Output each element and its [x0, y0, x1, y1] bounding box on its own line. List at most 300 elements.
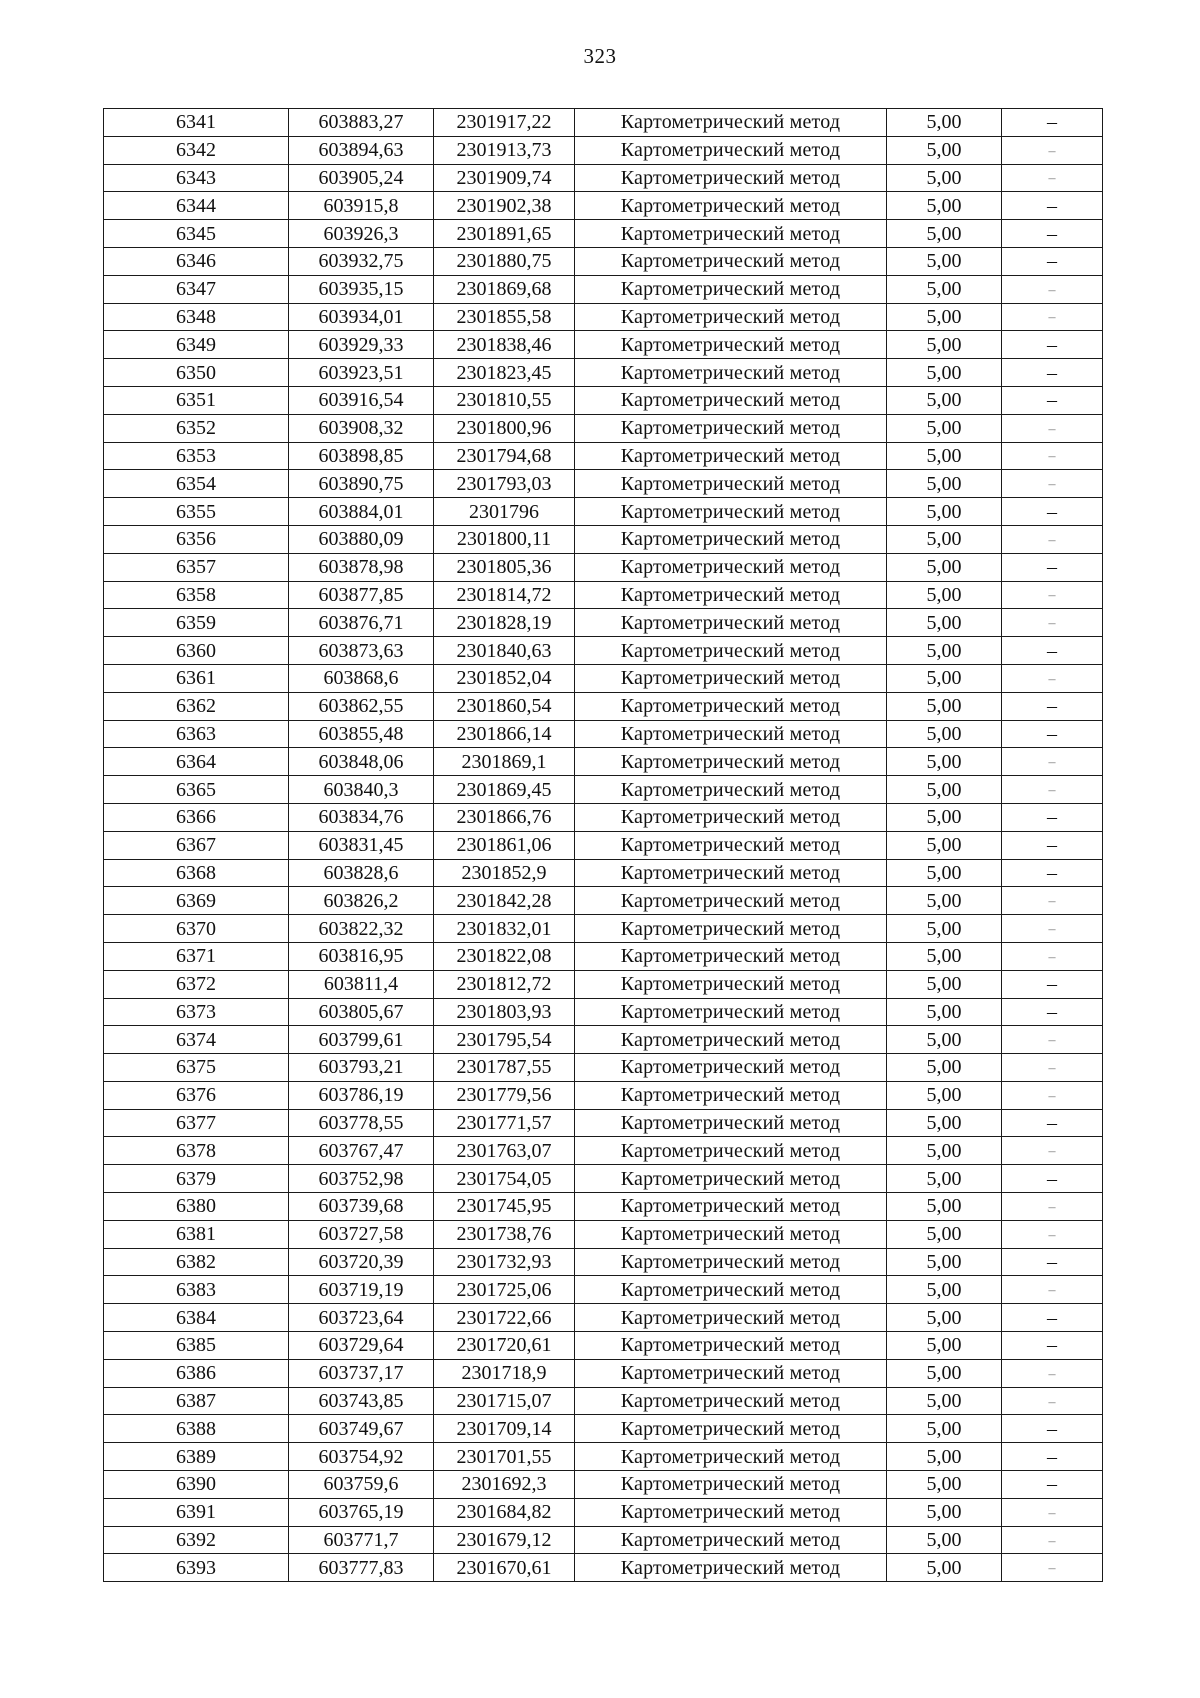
method-cell: Картометрический метод	[575, 1415, 887, 1443]
dash-mark: –	[1048, 477, 1056, 493]
table-row	[104, 1248, 1103, 1276]
table-row	[104, 692, 1103, 720]
description-cell	[1002, 998, 1103, 1026]
x-coordinate-cell: 603908,32	[289, 414, 434, 442]
description-cell	[1002, 1220, 1103, 1248]
accuracy-cell: 5,00	[887, 581, 1002, 609]
description-cell	[1002, 553, 1103, 581]
table-row	[104, 887, 1103, 915]
y-coordinate-cell: 2301796	[434, 498, 575, 526]
table-row	[104, 720, 1103, 748]
y-coordinate-cell: 2301745,95	[434, 1193, 575, 1221]
y-coordinate-cell: 2301823,45	[434, 359, 575, 387]
description-cell	[1002, 359, 1103, 387]
table-row	[104, 1054, 1103, 1082]
point-number-cell: 6378	[104, 1137, 289, 1165]
method-cell: Картометрический метод	[575, 776, 887, 804]
table-row	[104, 776, 1103, 804]
y-coordinate-cell: 2301869,45	[434, 776, 575, 804]
y-coordinate-cell: 2301794,68	[434, 442, 575, 470]
point-number-cell: 6351	[104, 386, 289, 414]
description-cell	[1002, 942, 1103, 970]
method-cell: Картометрический метод	[575, 553, 887, 581]
method-cell: Картометрический метод	[575, 1443, 887, 1471]
table-row	[104, 414, 1103, 442]
dash-mark: –	[1048, 1561, 1056, 1577]
dash-mark: –	[1048, 949, 1056, 965]
y-coordinate-cell: 2301800,11	[434, 525, 575, 553]
y-coordinate-cell: 2301701,55	[434, 1443, 575, 1471]
dash-mark: –	[1048, 421, 1056, 437]
description-cell	[1002, 386, 1103, 414]
accuracy-cell: 5,00	[887, 1026, 1002, 1054]
dash-mark: –	[1048, 1533, 1056, 1549]
table-row	[104, 1554, 1103, 1582]
table-row	[104, 331, 1103, 359]
accuracy-cell: 5,00	[887, 942, 1002, 970]
x-coordinate-cell: 603752,98	[289, 1165, 434, 1193]
point-number-cell: 6345	[104, 220, 289, 248]
method-cell: Картометрический метод	[575, 414, 887, 442]
table-row	[104, 1415, 1103, 1443]
x-coordinate-cell: 603898,85	[289, 442, 434, 470]
coordinates-table	[103, 108, 1103, 1582]
point-number-cell: 6361	[104, 664, 289, 692]
y-coordinate-cell: 2301869,68	[434, 275, 575, 303]
description-cell	[1002, 1498, 1103, 1526]
point-number-cell: 6372	[104, 970, 289, 998]
x-coordinate-cell: 603855,48	[289, 720, 434, 748]
table-row	[104, 109, 1103, 137]
accuracy-cell: 5,00	[887, 998, 1002, 1026]
point-number-cell: 6365	[104, 776, 289, 804]
x-coordinate-cell: 603786,19	[289, 1081, 434, 1109]
x-coordinate-cell: 603719,19	[289, 1276, 434, 1304]
accuracy-cell: 5,00	[887, 1137, 1002, 1165]
point-number-cell: 6390	[104, 1471, 289, 1499]
method-cell: Картометрический метод	[575, 831, 887, 859]
point-number-cell: 6377	[104, 1109, 289, 1137]
x-coordinate-cell: 603932,75	[289, 247, 434, 275]
description-cell	[1002, 748, 1103, 776]
accuracy-cell: 5,00	[887, 331, 1002, 359]
description-cell	[1002, 275, 1103, 303]
table-row	[104, 1471, 1103, 1499]
description-cell	[1002, 442, 1103, 470]
x-coordinate-cell: 603799,61	[289, 1026, 434, 1054]
point-number-cell: 6354	[104, 470, 289, 498]
accuracy-cell: 5,00	[887, 664, 1002, 692]
point-number-cell: 6385	[104, 1332, 289, 1360]
x-coordinate-cell: 603894,63	[289, 136, 434, 164]
y-coordinate-cell: 2301828,19	[434, 609, 575, 637]
dash-mark: –	[1048, 1060, 1056, 1076]
x-coordinate-cell: 603737,17	[289, 1359, 434, 1387]
x-coordinate-cell: 603890,75	[289, 470, 434, 498]
accuracy-cell: 5,00	[887, 1526, 1002, 1554]
y-coordinate-cell: 2301840,63	[434, 637, 575, 665]
y-coordinate-cell: 2301917,22	[434, 109, 575, 137]
table-row	[104, 831, 1103, 859]
method-cell: Картометрический метод	[575, 1248, 887, 1276]
x-coordinate-cell: 603778,55	[289, 1109, 434, 1137]
description-cell	[1002, 970, 1103, 998]
description-cell	[1002, 1193, 1103, 1221]
dash-mark: –	[1048, 1366, 1056, 1382]
point-number-cell: 6358	[104, 581, 289, 609]
x-coordinate-cell: 603926,3	[289, 220, 434, 248]
description-cell	[1002, 525, 1103, 553]
method-cell: Картометрический метод	[575, 664, 887, 692]
dash-mark: –	[1047, 1000, 1057, 1023]
dash-mark: –	[1047, 1251, 1057, 1274]
y-coordinate-cell: 2301838,46	[434, 331, 575, 359]
dash-mark: –	[1048, 1144, 1056, 1160]
y-coordinate-cell: 2301709,14	[434, 1415, 575, 1443]
description-cell	[1002, 1137, 1103, 1165]
table-row	[104, 192, 1103, 220]
description-cell	[1002, 637, 1103, 665]
method-cell: Картометрический метод	[575, 720, 887, 748]
x-coordinate-cell: 603883,27	[289, 109, 434, 137]
method-cell: Картометрический метод	[575, 1526, 887, 1554]
table-row	[104, 1304, 1103, 1332]
x-coordinate-cell: 603720,39	[289, 1248, 434, 1276]
x-coordinate-cell: 603884,01	[289, 498, 434, 526]
dash-mark: –	[1048, 143, 1056, 159]
method-cell: Картометрический метод	[575, 1137, 887, 1165]
y-coordinate-cell: 2301787,55	[434, 1054, 575, 1082]
point-number-cell: 6381	[104, 1220, 289, 1248]
description-cell	[1002, 247, 1103, 275]
table-row	[104, 470, 1103, 498]
table-row	[104, 637, 1103, 665]
table-row	[104, 1359, 1103, 1387]
y-coordinate-cell: 2301913,73	[434, 136, 575, 164]
y-coordinate-cell: 2301822,08	[434, 942, 575, 970]
method-cell: Картометрический метод	[575, 136, 887, 164]
x-coordinate-cell: 603805,67	[289, 998, 434, 1026]
method-cell: Картометрический метод	[575, 303, 887, 331]
accuracy-cell: 5,00	[887, 1109, 1002, 1137]
x-coordinate-cell: 603767,47	[289, 1137, 434, 1165]
description-cell	[1002, 1304, 1103, 1332]
description-cell	[1002, 192, 1103, 220]
y-coordinate-cell: 2301810,55	[434, 386, 575, 414]
table-row	[104, 1220, 1103, 1248]
point-number-cell: 6387	[104, 1387, 289, 1415]
point-number-cell: 6376	[104, 1081, 289, 1109]
point-number-cell: 6347	[104, 275, 289, 303]
dash-mark: –	[1047, 1306, 1057, 1329]
point-number-cell: 6373	[104, 998, 289, 1026]
dash-mark: –	[1047, 333, 1057, 356]
point-number-cell: 6388	[104, 1415, 289, 1443]
accuracy-cell: 5,00	[887, 1054, 1002, 1082]
point-number-cell: 6371	[104, 942, 289, 970]
x-coordinate-cell: 603929,33	[289, 331, 434, 359]
y-coordinate-cell: 2301779,56	[434, 1081, 575, 1109]
dash-mark: –	[1047, 639, 1057, 662]
point-number-cell: 6392	[104, 1526, 289, 1554]
accuracy-cell: 5,00	[887, 498, 1002, 526]
dash-mark: –	[1047, 389, 1057, 412]
method-cell: Картометрический метод	[575, 942, 887, 970]
y-coordinate-cell: 2301793,03	[434, 470, 575, 498]
point-number-cell: 6352	[104, 414, 289, 442]
accuracy-cell: 5,00	[887, 442, 1002, 470]
table-row	[104, 1332, 1103, 1360]
method-cell: Картометрический метод	[575, 1554, 887, 1582]
x-coordinate-cell: 603822,32	[289, 915, 434, 943]
point-number-cell: 6383	[104, 1276, 289, 1304]
accuracy-cell: 5,00	[887, 1220, 1002, 1248]
x-coordinate-cell: 603816,95	[289, 942, 434, 970]
point-number-cell: 6368	[104, 859, 289, 887]
description-cell	[1002, 1054, 1103, 1082]
y-coordinate-cell: 2301902,38	[434, 192, 575, 220]
dash-mark: –	[1047, 500, 1057, 523]
description-cell	[1002, 1109, 1103, 1137]
method-cell: Картометрический метод	[575, 1304, 887, 1332]
point-number-cell: 6374	[104, 1026, 289, 1054]
description-cell	[1002, 1248, 1103, 1276]
dash-mark: –	[1047, 1417, 1057, 1440]
description-cell	[1002, 581, 1103, 609]
method-cell: Картометрический метод	[575, 331, 887, 359]
table-row	[104, 136, 1103, 164]
point-number-cell: 6343	[104, 164, 289, 192]
x-coordinate-cell: 603905,24	[289, 164, 434, 192]
x-coordinate-cell: 603749,67	[289, 1415, 434, 1443]
point-number-cell: 6348	[104, 303, 289, 331]
description-cell	[1002, 776, 1103, 804]
description-cell	[1002, 720, 1103, 748]
method-cell: Картометрический метод	[575, 109, 887, 137]
y-coordinate-cell: 2301692,3	[434, 1471, 575, 1499]
accuracy-cell: 5,00	[887, 637, 1002, 665]
method-cell: Картометрический метод	[575, 859, 887, 887]
accuracy-cell: 5,00	[887, 776, 1002, 804]
y-coordinate-cell: 2301852,9	[434, 859, 575, 887]
method-cell: Картометрический метод	[575, 1165, 887, 1193]
dash-mark: –	[1048, 1088, 1056, 1104]
table-row	[104, 359, 1103, 387]
dash-mark: –	[1047, 861, 1057, 884]
method-cell: Картометрический метод	[575, 915, 887, 943]
method-cell: Картометрический метод	[575, 1081, 887, 1109]
x-coordinate-cell: 603923,51	[289, 359, 434, 387]
method-cell: Картометрический метод	[575, 525, 887, 553]
table-row	[104, 498, 1103, 526]
description-cell	[1002, 414, 1103, 442]
method-cell: Картометрический метод	[575, 637, 887, 665]
method-cell: Картометрический метод	[575, 386, 887, 414]
y-coordinate-cell: 2301795,54	[434, 1026, 575, 1054]
description-cell	[1002, 1276, 1103, 1304]
accuracy-cell: 5,00	[887, 1554, 1002, 1582]
x-coordinate-cell: 603868,6	[289, 664, 434, 692]
dash-mark: –	[1048, 1394, 1056, 1410]
x-coordinate-cell: 603880,09	[289, 525, 434, 553]
method-cell: Картометрический метод	[575, 970, 887, 998]
description-cell	[1002, 1387, 1103, 1415]
accuracy-cell: 5,00	[887, 275, 1002, 303]
accuracy-cell: 5,00	[887, 748, 1002, 776]
accuracy-cell: 5,00	[887, 359, 1002, 387]
accuracy-cell: 5,00	[887, 303, 1002, 331]
dash-mark: –	[1047, 973, 1057, 996]
y-coordinate-cell: 2301805,36	[434, 553, 575, 581]
table-row	[104, 998, 1103, 1026]
description-cell	[1002, 164, 1103, 192]
accuracy-cell: 5,00	[887, 720, 1002, 748]
dash-mark: –	[1047, 194, 1057, 217]
accuracy-cell: 5,00	[887, 859, 1002, 887]
x-coordinate-cell: 603723,64	[289, 1304, 434, 1332]
x-coordinate-cell: 603743,85	[289, 1387, 434, 1415]
method-cell: Картометрический метод	[575, 1193, 887, 1221]
point-number-cell: 6367	[104, 831, 289, 859]
accuracy-cell: 5,00	[887, 609, 1002, 637]
point-number-cell: 6350	[104, 359, 289, 387]
y-coordinate-cell: 2301832,01	[434, 915, 575, 943]
x-coordinate-cell: 603811,4	[289, 970, 434, 998]
accuracy-cell: 5,00	[887, 803, 1002, 831]
point-number-cell: 6389	[104, 1443, 289, 1471]
point-number-cell: 6344	[104, 192, 289, 220]
accuracy-cell: 5,00	[887, 1443, 1002, 1471]
dash-mark: –	[1048, 1033, 1056, 1049]
point-number-cell: 6356	[104, 525, 289, 553]
y-coordinate-cell: 2301909,74	[434, 164, 575, 192]
method-cell: Картометрический метод	[575, 470, 887, 498]
y-coordinate-cell: 2301812,72	[434, 970, 575, 998]
dash-mark: –	[1048, 755, 1056, 771]
description-cell	[1002, 803, 1103, 831]
accuracy-cell: 5,00	[887, 136, 1002, 164]
method-cell: Картометрический метод	[575, 359, 887, 387]
table-row	[104, 748, 1103, 776]
dash-mark: –	[1048, 922, 1056, 937]
y-coordinate-cell: 2301679,12	[434, 1526, 575, 1554]
description-cell	[1002, 331, 1103, 359]
method-cell: Картометрический метод	[575, 220, 887, 248]
x-coordinate-cell: 603916,54	[289, 386, 434, 414]
y-coordinate-cell: 2301684,82	[434, 1498, 575, 1526]
accuracy-cell: 5,00	[887, 1081, 1002, 1109]
dash-mark: –	[1048, 671, 1056, 687]
dash-mark: –	[1048, 1505, 1056, 1521]
y-coordinate-cell: 2301866,76	[434, 803, 575, 831]
point-number-cell: 6364	[104, 748, 289, 776]
description-cell	[1002, 1415, 1103, 1443]
dash-mark: –	[1047, 1334, 1057, 1357]
dash-mark: –	[1047, 222, 1057, 245]
dash-mark: –	[1047, 1473, 1057, 1496]
method-cell: Картометрический метод	[575, 998, 887, 1026]
description-cell	[1002, 1026, 1103, 1054]
y-coordinate-cell: 2301771,57	[434, 1109, 575, 1137]
point-number-cell: 6369	[104, 887, 289, 915]
point-number-cell: 6382	[104, 1248, 289, 1276]
accuracy-cell: 5,00	[887, 164, 1002, 192]
accuracy-cell: 5,00	[887, 915, 1002, 943]
table-row	[104, 915, 1103, 943]
method-cell: Картометрический метод	[575, 247, 887, 275]
dash-mark: –	[1047, 695, 1057, 718]
table-row	[104, 1109, 1103, 1137]
dash-mark: –	[1047, 806, 1057, 829]
x-coordinate-cell: 603727,58	[289, 1220, 434, 1248]
accuracy-cell: 5,00	[887, 553, 1002, 581]
x-coordinate-cell: 603877,85	[289, 581, 434, 609]
accuracy-cell: 5,00	[887, 831, 1002, 859]
point-number-cell: 6360	[104, 637, 289, 665]
x-coordinate-cell: 603935,15	[289, 275, 434, 303]
method-cell: Картометрический метод	[575, 1276, 887, 1304]
point-number-cell: 6380	[104, 1193, 289, 1221]
point-number-cell: 6362	[104, 692, 289, 720]
method-cell: Картометрический метод	[575, 498, 887, 526]
accuracy-cell: 5,00	[887, 1387, 1002, 1415]
x-coordinate-cell: 603848,06	[289, 748, 434, 776]
table-row	[104, 1443, 1103, 1471]
method-cell: Картометрический метод	[575, 609, 887, 637]
method-cell: Картометрический метод	[575, 692, 887, 720]
y-coordinate-cell: 2301800,96	[434, 414, 575, 442]
dash-mark: –	[1047, 834, 1057, 857]
accuracy-cell: 5,00	[887, 386, 1002, 414]
description-cell	[1002, 498, 1103, 526]
x-coordinate-cell: 603840,3	[289, 776, 434, 804]
description-cell	[1002, 136, 1103, 164]
accuracy-cell: 5,00	[887, 525, 1002, 553]
description-cell	[1002, 609, 1103, 637]
y-coordinate-cell: 2301732,93	[434, 1248, 575, 1276]
point-number-cell: 6357	[104, 553, 289, 581]
y-coordinate-cell: 2301725,06	[434, 1276, 575, 1304]
dash-mark: –	[1047, 1112, 1057, 1135]
method-cell: Картометрический метод	[575, 1109, 887, 1137]
table-row	[104, 442, 1103, 470]
coordinates-table-body	[104, 109, 1103, 1582]
dash-mark: –	[1047, 250, 1057, 273]
accuracy-cell: 5,00	[887, 1498, 1002, 1526]
description-cell	[1002, 1443, 1103, 1471]
x-coordinate-cell: 603739,68	[289, 1193, 434, 1221]
method-cell: Картометрический метод	[575, 164, 887, 192]
accuracy-cell: 5,00	[887, 1471, 1002, 1499]
table-row	[104, 942, 1103, 970]
table-row	[104, 303, 1103, 331]
x-coordinate-cell: 603777,83	[289, 1554, 434, 1582]
dash-mark: –	[1048, 1227, 1056, 1243]
dash-mark: –	[1048, 616, 1056, 632]
table-row	[104, 1526, 1103, 1554]
point-number-cell: 6346	[104, 247, 289, 275]
x-coordinate-cell: 603828,6	[289, 859, 434, 887]
point-number-cell: 6363	[104, 720, 289, 748]
y-coordinate-cell: 2301754,05	[434, 1165, 575, 1193]
page-number: 323	[583, 44, 617, 68]
y-coordinate-cell: 2301861,06	[434, 831, 575, 859]
description-cell	[1002, 1332, 1103, 1360]
point-number-cell: 6391	[104, 1498, 289, 1526]
y-coordinate-cell: 2301852,04	[434, 664, 575, 692]
description-cell	[1002, 1165, 1103, 1193]
point-number-cell: 6353	[104, 442, 289, 470]
